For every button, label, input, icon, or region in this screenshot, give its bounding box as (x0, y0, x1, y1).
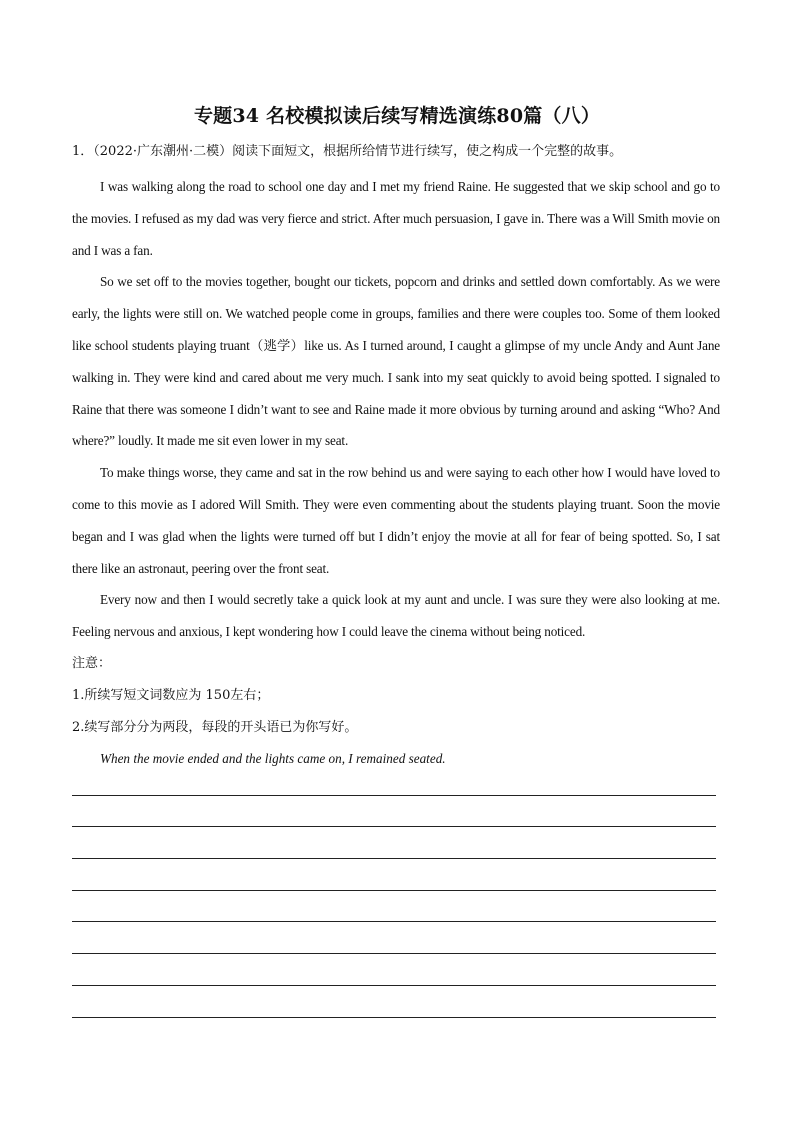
passage-paragraph-4: Every now and then I would secretly take a quick look at my aunt and uncle. I was sure they were also looking at me. Feeling nervous and anxious, I kept wondering how I could leave the cinema without being noticed. (72, 592, 720, 640)
document-title: 专题34 名校模拟读后续写精选演练80篇（八） (193, 105, 601, 127)
writing-line[interactable] (72, 764, 716, 796)
writing-line[interactable] (72, 796, 716, 828)
paragraph-starter: When the movie ended and the lights came on, I remained seated. (100, 751, 446, 767)
notes-section (72, 648, 720, 775)
passage (72, 171, 720, 648)
notes-label: 注意： (72, 656, 112, 671)
writing-line[interactable] (72, 827, 716, 859)
notes-item-2: 2.续写部分分为两段，每段的开头语已为你写好。 (72, 719, 358, 735)
passage-paragraph-1: I was walking along the road to school one day and I met my friend Raine. He suggested that we skip school and go to the movies. I refused as my dad was very fierce and strict. After much persuasion, I gave in. There was a Will Smith movie on and I was a fan. (72, 179, 720, 258)
writing-line[interactable] (72, 922, 716, 954)
notes-item-1: 1.所续写短文词数应为 150左右； (72, 687, 270, 703)
writing-line[interactable] (72, 859, 716, 891)
passage-paragraph-2: So we set off to the movies together, bought our tickets, popcorn and drinks and settled down comfortably. As we were early, the lights were still on. We watched people come in groups, families and there were couples too. Some of them looked like school students playing truant（逃学）like us. As I turned around, I caught a glimpse of my uncle Andy and Aunt Jane walking in. They were kind and cared about me very much. I sank into my seat quickly to avoid being spotted. I signaled to Raine that there was someone I didn’t want to see and Raine made it more obvious by turning around and asking “Who? And where?” loudly. It made me sit even lower in my seat. (72, 274, 720, 449)
writing-line[interactable] (72, 954, 716, 986)
writing-area[interactable] (72, 764, 716, 1018)
writing-line[interactable] (72, 986, 716, 1018)
question-header: 1．（2022·广东潮州·二模）阅读下面短文，根据所给情节进行续写，使之构成一个完整的故事。 (72, 144, 623, 159)
writing-line[interactable] (72, 891, 716, 923)
passage-paragraph-3: To make things worse, they came and sat in the row behind us and were saying to each other how I would have loved to come to this movie as I adored Will Smith. They were even commenting about the students playing truant. Soon the movie began and I was glad when the lights were turned off but I didn’t enjoy the movie at all for fear of being spotted. So, I sat there like an astronaut, peering over the front seat. (72, 465, 720, 576)
